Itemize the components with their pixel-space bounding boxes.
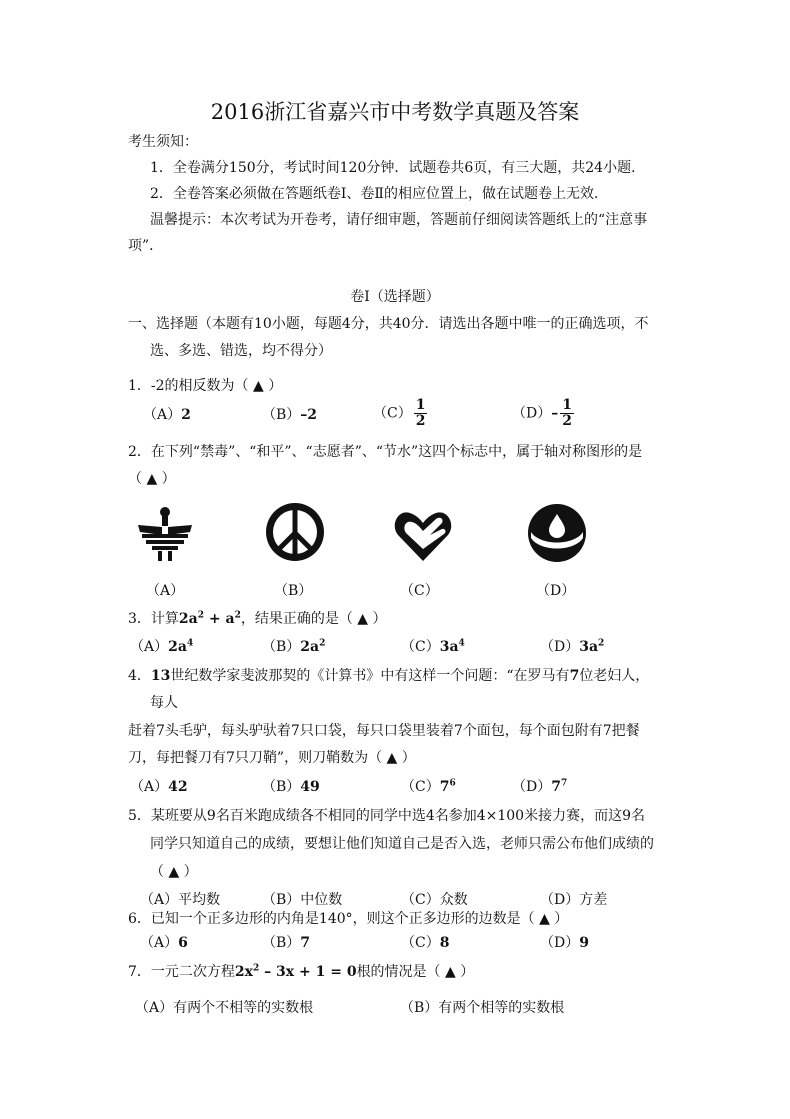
q6-stem: 6．已知一个正多边形的内角是140°，则这个正多边形的边数是（ ▲ ） xyxy=(128,911,569,927)
q1-option-a: （A）2 xyxy=(143,407,191,423)
q1-stem: 1．-2的相反数为（ ▲ ） xyxy=(128,378,283,394)
q5-option-c: （C）众数 xyxy=(401,892,468,908)
q3-stem: 3．计算$2a^2 + a^2$，结果正确的是（ ▲ ） xyxy=(128,610,387,627)
notice-item-1: 1．全卷满分150分，考试时间120分钟．试题卷共6页，有三大题，共24小题． xyxy=(150,160,646,176)
section-intro-line-2: 选、多选、错选，均不得分） xyxy=(150,343,332,359)
q2-stem-cont: （ ▲ ） xyxy=(128,471,176,487)
q5-option-d: （D）方差 xyxy=(540,892,608,908)
section-intro-line-1: 一、选择题（本题有10小题，每题4分，共40分．请选出各题中唯一的正确选项，不 xyxy=(128,316,649,332)
q3-option-c: $(C)3a^4$ xyxy=(401,638,465,655)
notice-tip-line-2: 项”． xyxy=(128,238,164,254)
q4-line-1: 4．13世纪数学家斐波那契的《计算书》中有这样一个问题：“在罗马有7位老妇人， xyxy=(128,668,650,684)
q6-option-b: （B）7 xyxy=(262,935,311,951)
notice-item-2: 2．全卷答案必须做在答题纸卷Ⅰ、卷Ⅱ的相应位置上，做在试题卷上无效． xyxy=(150,186,608,202)
q6-option-a: （A）6 xyxy=(140,935,188,951)
eagle-logo-icon xyxy=(136,505,194,563)
q1-option-c: （C） $\frac{1}{2}$ xyxy=(373,397,426,429)
q5-option-a: （A）平均数 xyxy=(140,892,221,908)
q2-label-a: （A） xyxy=(146,583,185,599)
water-drop-logo-icon xyxy=(526,502,588,564)
q2-label-d: （D） xyxy=(536,583,576,599)
q7-option-a: （A）有两个不相等的实数根 xyxy=(135,1000,314,1016)
q5-line-3: （ ▲ ） xyxy=(150,864,198,880)
q7-stem: 7．一元二次方程$2x^2 - 3x + 1 = 0$根的情况是（ ▲ ） xyxy=(128,963,475,980)
notice-heading: 考生须知： xyxy=(128,134,198,150)
q4-option-c: $(C)7^6$ xyxy=(401,778,456,795)
q4-option-a: （A）42 xyxy=(130,779,188,795)
q4-line-4: 刀，每把餐刀有7只刀鞘”，则刀鞘数为（ ▲ ） xyxy=(128,750,416,766)
peace-logo-icon xyxy=(263,500,327,564)
q4-option-b: （B）49 xyxy=(262,779,320,795)
q6-option-c: （C）8 xyxy=(401,935,450,951)
q5-option-b: （B）中位数 xyxy=(262,892,343,908)
q4-option-d: $(D)7^7$ xyxy=(512,778,568,795)
q1-option-d: （D）– $\frac{1}{2}$ xyxy=(512,397,572,429)
q3-option-d: $(D)3a^2$ xyxy=(540,638,605,655)
q6-option-d: （D）9 xyxy=(540,935,589,951)
q2-label-c: （C） xyxy=(400,583,439,599)
heart-hand-logo-icon xyxy=(392,505,454,565)
section-title: 卷Ⅰ（选择题） xyxy=(350,289,440,305)
q3-option-a: $(A)2a^4$ xyxy=(130,638,194,655)
page-title: 2016浙江省嘉兴市中考数学真题及答案 xyxy=(210,100,580,124)
q5-line-1: 5．某班要从9名百米跑成绩各不相同的同学中选4名参加4×100米接力赛，而这9名 xyxy=(128,808,645,824)
q2-label-b: （B） xyxy=(274,583,313,599)
q4-line-3: 赶着7头毛驴，每头驴驮着7只口袋，每只口袋里装着7个面包，每个面包附有7把餐 xyxy=(128,723,640,739)
q3-option-b: $(B)2a^2$ xyxy=(262,638,326,655)
q4-line-2: 每人 xyxy=(150,695,178,711)
q2-stem: 2．在下列“禁毒”、“和平”、“志愿者”、“节水”这四个标志中，属于轴对称图形的是 xyxy=(128,444,643,460)
q1-option-b: （B）–2 xyxy=(262,407,318,423)
notice-tip-line-1: 温馨提示：本次考试为开卷考，请仔细审题，答题前仔细阅读答题纸上的“注意事 xyxy=(150,212,648,228)
q5-line-2: 同学只知道自己的成绩，要想让他们知道自己是否入选，老师只需公布他们成绩的 xyxy=(150,836,654,852)
q7-option-b: （B）有两个相等的实数根 xyxy=(400,1000,565,1016)
